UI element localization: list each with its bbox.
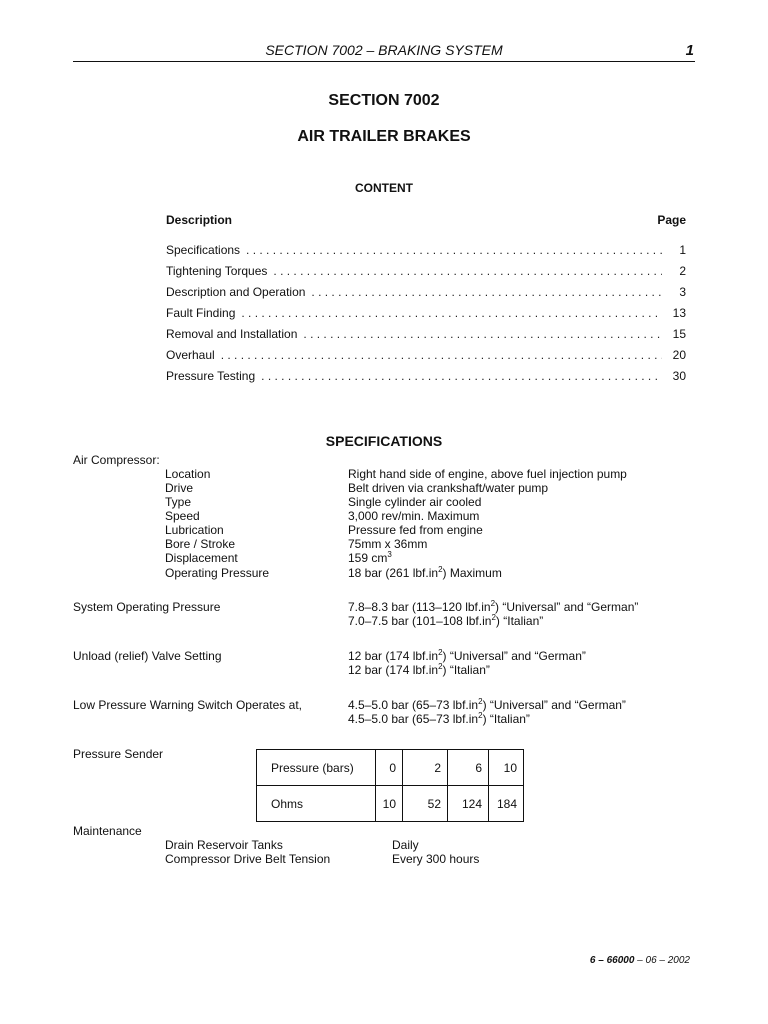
specifications-heading: SPECIFICATIONS [325, 433, 443, 449]
toc-label: Pressure Testing [166, 369, 256, 383]
unload-valve-label: Unload (relief) Valve Setting [73, 649, 222, 663]
toc-row[interactable] [166, 306, 686, 327]
table-cell: 2 [403, 750, 448, 786]
maintenance-heading: Maintenance [73, 824, 142, 838]
maintenance-value: Daily [392, 838, 419, 852]
table-cell: 10 [376, 786, 403, 822]
toc-page: 30 [672, 369, 686, 383]
toc-leader-dots [311, 285, 662, 299]
table-cell: 6 [448, 750, 489, 786]
toc-leader-dots [303, 327, 662, 341]
low-pressure-switch-value: 4.5–5.0 bar (65–73 $lbf.in^2$) “Italian” [348, 711, 530, 726]
table-cell: Pressure (bars) [257, 750, 376, 786]
operating-pressure-label: Operating Pressure [165, 566, 270, 580]
toc-row[interactable] [166, 327, 686, 348]
section-subtitle: AIR TRAILER BRAKES [297, 128, 471, 145]
low-pressure-switch-value: 4.5–5.0 bar (65–73 $lbf.in^2$) “Universal” and “German” [348, 697, 626, 712]
content-heading: CONTENT [355, 181, 413, 195]
table-of-contents [166, 243, 686, 390]
system-pressure-value: 7.0–7.5 bar (101–108 $lbf.in^2$) “Italian” [348, 613, 544, 628]
toc-leader-dots [261, 369, 662, 383]
spec-value: 3,000 rev/min. Maximum [348, 509, 480, 523]
toc-leader-dots [273, 264, 662, 278]
table-cell: 124 [448, 786, 489, 822]
section-title: SECTION 7002 [328, 92, 440, 109]
toc-label: Tightening Torques [166, 264, 268, 278]
toc-label: Removal and Installation [166, 327, 298, 341]
document-code-footer: 6 – 66000 – 06 – 2002 [589, 955, 690, 966]
toc-leader-dots [221, 348, 662, 362]
toc-label: Fault Finding [166, 306, 236, 320]
system-pressure-value: 7.8–8.3 bar (113–120 $lbf.in^2$) “Universal” and “German” [348, 599, 639, 614]
maintenance-label: Compressor Drive Belt Tension [165, 852, 331, 866]
toc-row[interactable] [166, 285, 686, 306]
maintenance-value: Every 300 hours [392, 852, 480, 866]
toc-row[interactable] [166, 348, 686, 369]
toc-row[interactable] [166, 264, 686, 285]
toc-row[interactable] [166, 369, 686, 390]
table-cell: 10 [489, 750, 524, 786]
toc-page: 15 [672, 327, 686, 341]
spec-label: Type [165, 495, 192, 509]
table-cell: 184 [489, 786, 524, 822]
toc-page: 3 [679, 285, 686, 299]
low-pressure-switch-label: Low Pressure Warning Switch Operates at, [73, 698, 302, 712]
toc-page: 13 [672, 306, 686, 320]
toc-page-header: Page [657, 213, 686, 227]
displacement-label: Displacement [165, 551, 238, 565]
toc-label: Specifications [166, 243, 241, 257]
spec-value: Pressure fed from engine [348, 523, 483, 537]
table-cell: 52 [403, 786, 448, 822]
unload-valve-value: 12 bar (174 $lbf.in^2$) “Italian” [348, 662, 490, 677]
header-rule [73, 61, 695, 62]
spec-value: Belt driven via crankshaft/water pump [348, 481, 549, 495]
maintenance-label: Drain Reservoir Tanks [165, 838, 283, 852]
table-row [257, 786, 524, 822]
toc-page: 20 [672, 348, 686, 362]
table-row [257, 750, 524, 786]
table-cell: Ohms [257, 786, 376, 822]
spec-label: Bore / Stroke [165, 537, 236, 551]
toc-label: Description and Operation [166, 285, 306, 299]
toc-page: 2 [679, 264, 686, 278]
spec-value: Right hand side of engine, above fuel injection pump [348, 467, 627, 481]
spec-label: Location [165, 467, 211, 481]
pressure-sender-label: Pressure Sender [73, 747, 164, 761]
pressure-sender-table [256, 749, 524, 822]
page-number: 1 [685, 42, 694, 59]
toc-leader-dots [246, 243, 662, 257]
toc-row[interactable] [166, 243, 686, 264]
displacement-value: 159 $cm^3$ [348, 550, 392, 565]
toc-leader-dots [241, 306, 662, 320]
toc-page: 1 [679, 243, 686, 257]
spec-value: Single cylinder air cooled [348, 495, 482, 509]
table-cell: 0 [376, 750, 403, 786]
operating-pressure-value: 18 bar (261 $lbf.in^2$) Maximum [348, 565, 502, 580]
toc-label: Overhaul [166, 348, 215, 362]
spec-label: Drive [165, 481, 194, 495]
running-header-title: SECTION 7002 – BRAKING SYSTEM [265, 42, 503, 58]
system-pressure-label: System Operating Pressure [73, 600, 221, 614]
unload-valve-value: 12 bar (174 $lbf.in^2$) “Universal” and “German” [348, 648, 586, 663]
spec-label: Lubrication [165, 523, 224, 537]
spec-value: 75mm x 36mm [348, 537, 428, 551]
air-compressor-heading: Air Compressor: [73, 453, 160, 467]
spec-label: Speed [165, 509, 200, 523]
toc-description-header: Description [166, 213, 233, 227]
